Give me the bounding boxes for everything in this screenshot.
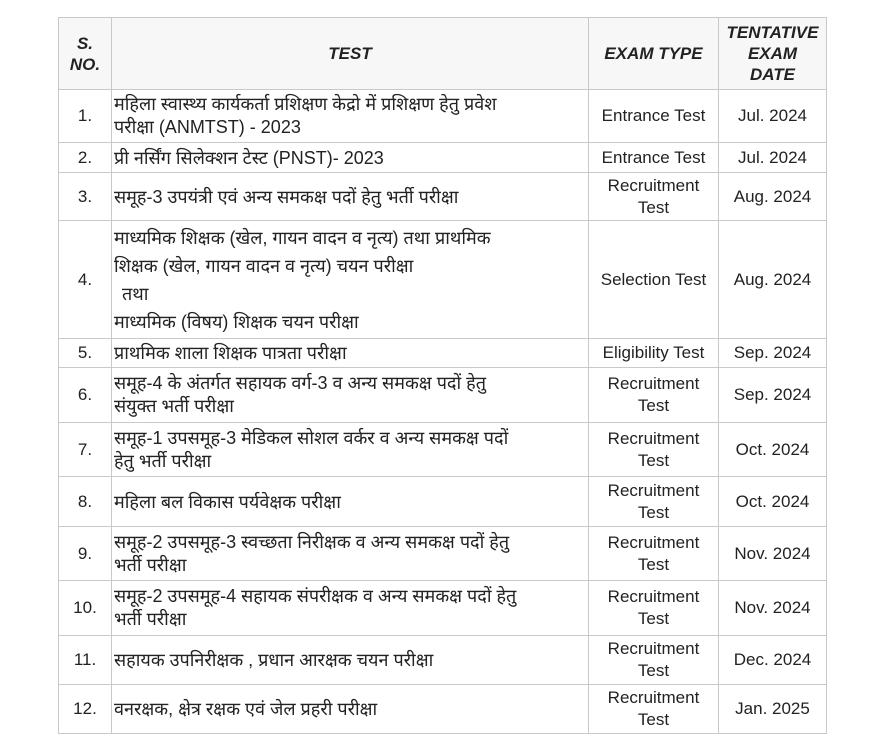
exam-date: Dec. 2024 xyxy=(719,636,827,685)
exam-type: Recruitment Test xyxy=(589,173,719,221)
row-number: 7. xyxy=(59,423,112,477)
row-number: 10. xyxy=(59,581,112,636)
row-number: 11. xyxy=(59,636,112,685)
row-number: 8. xyxy=(59,477,112,527)
header-test: TEST xyxy=(112,18,589,90)
exam-type: Entrance Test xyxy=(589,90,719,143)
exam-date: Oct. 2024 xyxy=(719,423,827,477)
exam-date: Jul. 2024 xyxy=(719,90,827,143)
header-date: TENTATIVE EXAM DATE xyxy=(719,18,827,90)
row-number: 12. xyxy=(59,685,112,734)
test-name: प्री नर्सिंग सिलेक्शन टेस्ट (PNST)- 2023 xyxy=(112,143,589,173)
table-row xyxy=(59,423,827,477)
exam-date: Jan. 2025 xyxy=(719,685,827,734)
test-name: वनरक्षक, क्षेत्र रक्षक एवं जेल प्रहरी परीक्षा xyxy=(112,685,589,734)
row-number: 3. xyxy=(59,173,112,221)
table-row xyxy=(59,477,827,527)
exam-date: Aug. 2024 xyxy=(719,221,827,339)
exam-type: Entrance Test xyxy=(589,143,719,173)
table-row xyxy=(59,636,827,685)
exam-type: Recruitment Test xyxy=(589,636,719,685)
exam-date: Nov. 2024 xyxy=(719,581,827,636)
test-name: समूह-4 के अंतर्गत सहायक वर्ग-3 व अन्य समकक्ष पदों हेतु संयुक्त भर्ती परीक्षा xyxy=(112,368,589,423)
test-name: समूह-3 उपयंत्री एवं अन्य समकक्ष पदों हेतु भर्ती परीक्षा xyxy=(112,173,589,221)
header-sno: S. NO. xyxy=(59,18,112,90)
test-name: महिला स्वास्थ्य कार्यकर्ता प्रशिक्षण केद्रो में प्रशिक्षण हेतु प्रवेश परीक्षा (ANMTST) - 2023 xyxy=(112,90,589,143)
test-name: समूह-2 उपसमूह-4 सहायक संपरीक्षक व अन्य समकक्ष पदों हेतु भर्ती परीक्षा xyxy=(112,581,589,636)
exam-type: Selection Test xyxy=(589,221,719,339)
exam-date: Aug. 2024 xyxy=(719,173,827,221)
exam-schedule-table xyxy=(58,17,827,734)
exam-type: Recruitment Test xyxy=(589,477,719,527)
test-name: महिला बल विकास पर्यवेक्षक परीक्षा xyxy=(112,477,589,527)
exam-type: Recruitment Test xyxy=(589,581,719,636)
table-row xyxy=(59,581,827,636)
exam-type: Eligibility Test xyxy=(589,339,719,368)
row-number: 2. xyxy=(59,143,112,173)
table-row xyxy=(59,173,827,221)
table-row xyxy=(59,339,827,368)
exam-type: Recruitment Test xyxy=(589,527,719,581)
row-number: 9. xyxy=(59,527,112,581)
exam-type: Recruitment Test xyxy=(589,423,719,477)
test-name: प्राथमिक शाला शिक्षक पात्रता परीक्षा xyxy=(112,339,589,368)
test-name: माध्यमिक शिक्षक (खेल, गायन वादन व नृत्य) तथा प्राथमिक शिक्षक (खेल, गायन वादन व नृत्य) चयन परीक्षा तथा माध्यमिक (विषय) शिक्षक चयन परीक्षा xyxy=(112,221,589,339)
exam-date: Sep. 2024 xyxy=(719,368,827,423)
row-number: 6. xyxy=(59,368,112,423)
header-row xyxy=(59,18,827,90)
test-name: समूह-2 उपसमूह-3 स्वच्छता निरीक्षक व अन्य समकक्ष पदों हेतु भर्ती परीक्षा xyxy=(112,527,589,581)
header-exam-type: EXAM TYPE xyxy=(589,18,719,90)
table-row xyxy=(59,527,827,581)
exam-date: Sep. 2024 xyxy=(719,339,827,368)
table-row xyxy=(59,368,827,423)
test-name: समूह-1 उपसमूह-3 मेडिकल सोशल वर्कर व अन्य समकक्ष पदों हेतु भर्ती परीक्षा xyxy=(112,423,589,477)
table-row xyxy=(59,221,827,339)
row-number: 1. xyxy=(59,90,112,143)
exam-date: Nov. 2024 xyxy=(719,527,827,581)
exam-date: Oct. 2024 xyxy=(719,477,827,527)
exam-date: Jul. 2024 xyxy=(719,143,827,173)
table-row xyxy=(59,685,827,734)
row-number: 4. xyxy=(59,221,112,339)
exam-type: Recruitment Test xyxy=(589,368,719,423)
table-row xyxy=(59,143,827,173)
table-row xyxy=(59,90,827,143)
row-number: 5. xyxy=(59,339,112,368)
test-name: सहायक उपनिरीक्षक , प्रधान आरक्षक चयन परीक्षा xyxy=(112,636,589,685)
exam-type: Recruitment Test xyxy=(589,685,719,734)
